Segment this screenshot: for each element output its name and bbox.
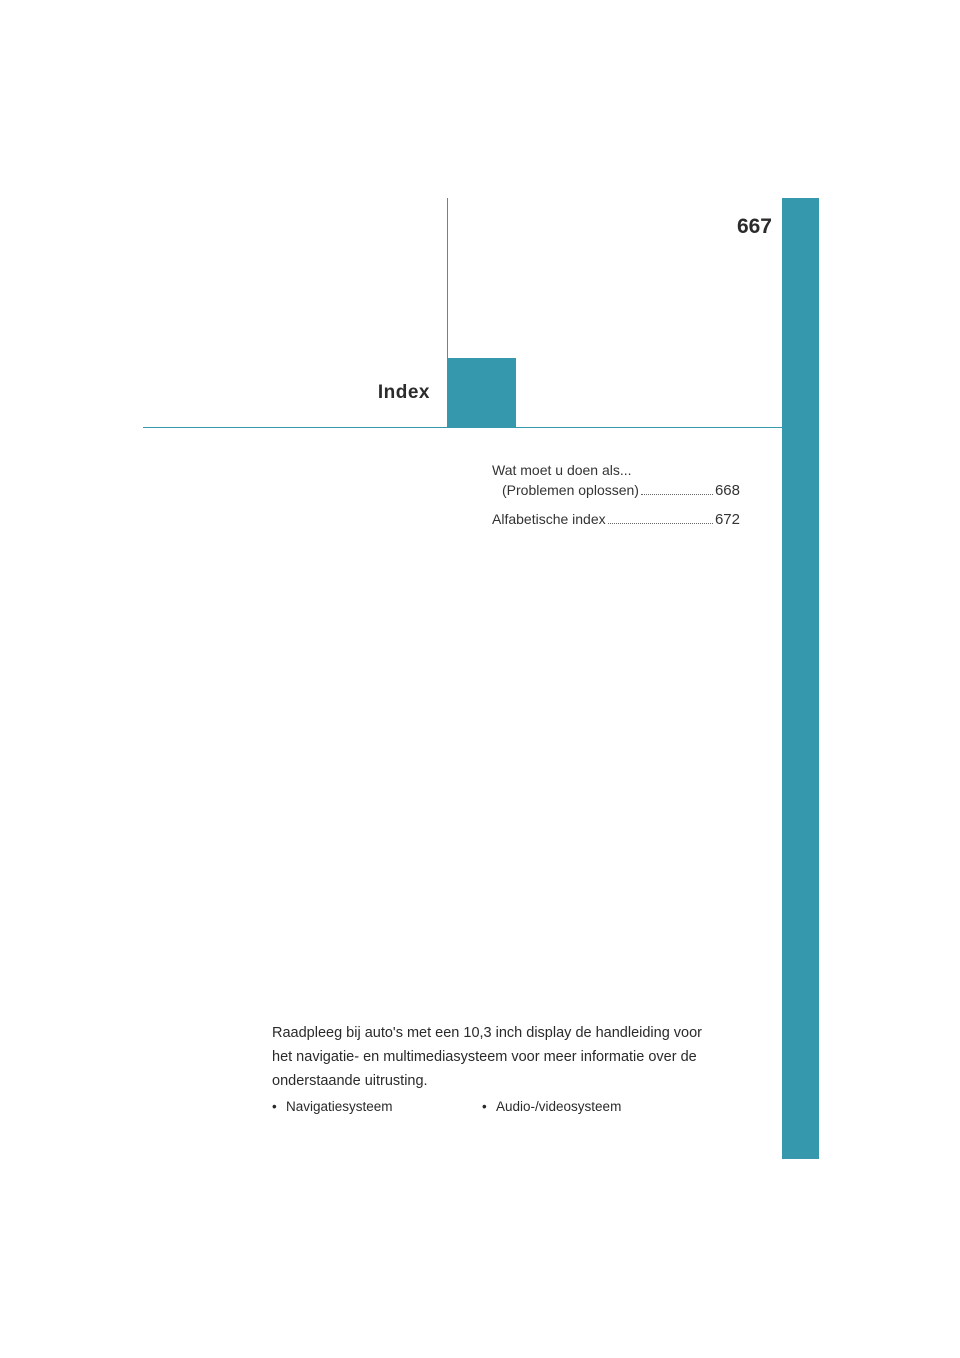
page-number: 667: [736, 215, 772, 238]
toc-entry-line1: Wat moet u doen als...: [492, 462, 632, 478]
list-item: [272, 1099, 482, 1114]
toc-page-number: 668: [714, 482, 740, 499]
toc-leader-dots: [641, 494, 713, 495]
list-item-label: Audio-/videosysteem: [496, 1099, 622, 1114]
horizontal-divider: [143, 427, 782, 428]
equipment-list: [272, 1099, 692, 1114]
toc-entry-line2: (Problemen oplossen): [502, 482, 639, 498]
toc-leader-dots: [608, 523, 713, 524]
toc-page-number: 672: [714, 511, 740, 528]
bullet-marker: •: [272, 1099, 277, 1114]
table-of-contents: [492, 460, 740, 538]
display-note-paragraph: Raadpleeg bij auto's met een 10,3 inch display de handleiding voor het navigatie- en multimediasysteem voor meer informatie over de onderstaande uitrusting.: [272, 1025, 703, 1089]
list-item: [482, 1099, 692, 1114]
toc-entry-troubleshooting[interactable]: [492, 460, 740, 501]
toc-entry-alphabetical-index[interactable]: [492, 509, 740, 530]
section-accent-box: [448, 358, 516, 427]
section-title: Index: [377, 382, 430, 403]
chapter-tab-bar: [782, 198, 819, 1159]
list-item-label: Navigatiesysteem: [286, 1099, 393, 1114]
toc-entry-label: Alfabetische index: [492, 511, 606, 527]
bullet-marker: •: [482, 1099, 487, 1114]
